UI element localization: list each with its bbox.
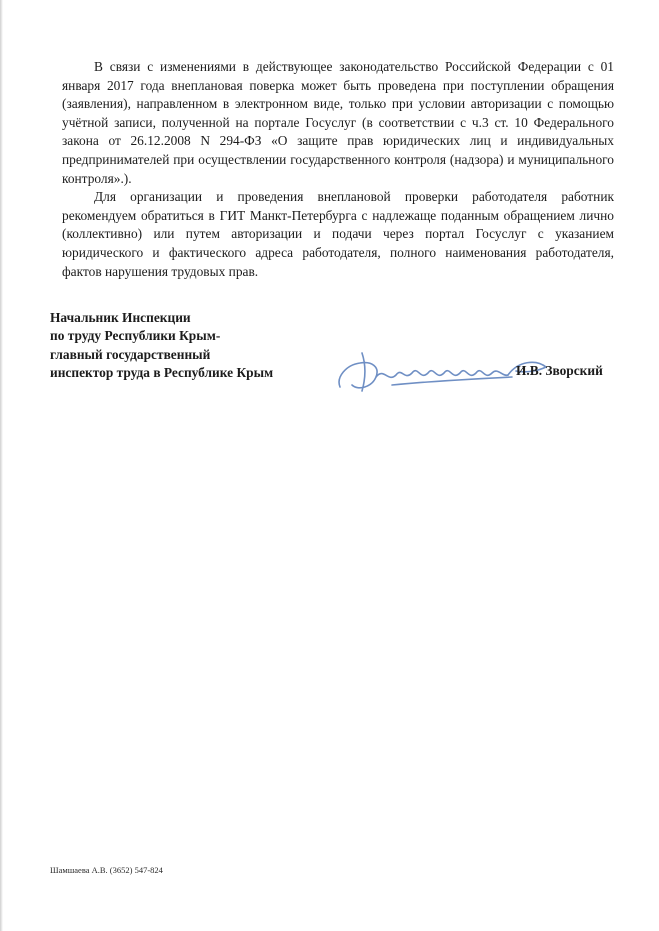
signatory-title-line-2: по труду Республики Крым- [50, 328, 221, 344]
paragraph-1: В связи с изменениями в действующее законодательство Российской Федерации с 01 января 2017 года внеплановая поверка может быть проведена при поступлении обращения (заявления), направленном в электронном виде, только при условии авторизации с помощью учётной записи, полученной на портале Госуслуг (в соответствии с ч.3 ст. 10 Федерального закона от 26.12.2008 N 294-ФЗ «О защите прав юридических лиц и индивидуальных предпринимателей при осуществлении государственного контроля (надзора) и муниципального контроля».). [62, 59, 614, 186]
scan-edge-shadow [0, 0, 3, 931]
letter-body [62, 58, 614, 281]
signatory-title-line-1: Начальник Инспекции [50, 310, 191, 325]
signatory-title [50, 309, 350, 383]
signature-block [50, 309, 610, 409]
signatory-title-line-4: инспектор труда в Республике Крым [50, 365, 274, 381]
paragraph-2: Для организации и проведения внеплановой проверки работодателя работник рекомендуем обратиться в ГИТ Манкт-Петербурга с надлежаще поданным обращением лично (коллективно) или путем авторизации и подачи через портал Госуслуг с указанием юридического и фактического адреса работодателя, полного наименования работодателя, фактов нарушения трудовых прав. [62, 189, 614, 279]
signatory-title-line-3: главный государственный [50, 346, 211, 362]
signatory-name: И.В. Зворский [516, 363, 603, 378]
executor-contact: Шамшаева А.В. (3652) 547-824 [50, 865, 163, 875]
